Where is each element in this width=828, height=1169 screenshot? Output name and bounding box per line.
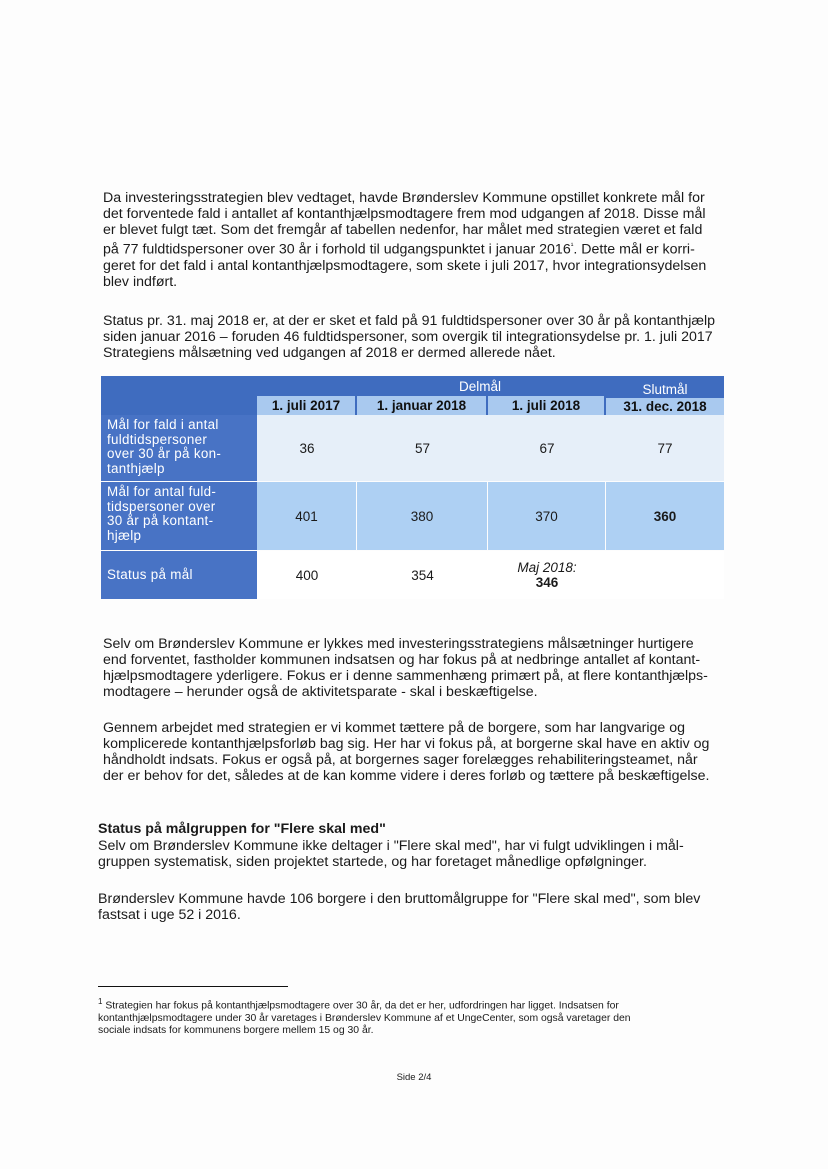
text-line: siden januar 2016 – foruden 46 fuldtidspersoner, som overgik til integrationsydelse pr. 1. juli 2017 xyxy=(103,329,713,345)
table-cell: 400 xyxy=(257,551,357,599)
table-cell: 360 xyxy=(606,482,724,550)
text-line: Selv om Brønderslev Kommune ikke deltager i "Flere skal med", har vi fulgt udviklingen i mål- xyxy=(98,838,684,854)
table-cell xyxy=(606,551,724,599)
row-header-line: Status på mål xyxy=(107,566,193,582)
row-header-line: tanthjælp xyxy=(107,460,165,476)
text-line: blev indført. xyxy=(103,273,178,290)
row-header-line: Mål for antal fuld- xyxy=(107,484,217,499)
row-header-status xyxy=(101,551,257,599)
table-cell: 36 xyxy=(257,415,357,481)
section-heading: Status på målgruppen for "Flere skal med" xyxy=(98,821,386,837)
text-line: gruppen systematisk, siden projektet startede, og har foretaget månedlige opfølgninger. xyxy=(98,854,647,870)
text-line: Strategiens målsætning ved udgangen af 2018 er dermed allerede nået. xyxy=(103,345,556,361)
page-number: Side 2/4 xyxy=(396,1072,432,1083)
text-line: fastsat i uge 52 i 2016. xyxy=(98,907,241,923)
text-line: Gennem arbejdet med strategien er vi kommet tættere på de borgere, som har langvarige og xyxy=(103,720,685,736)
row-header-line: tidspersoner over xyxy=(107,498,216,514)
column-header-jan2018: 1. januar 2018 xyxy=(376,398,467,413)
text-line: det forventede fald i antallet af kontanthjælpsmodtagere frem mod udgangen af 2018. Disse mål xyxy=(103,206,706,222)
row-header-line: hjælp xyxy=(107,527,142,543)
table-cell: 380 xyxy=(357,482,487,550)
footnote-line xyxy=(98,996,724,1013)
text-line: Da investeringsstrategien blev vedtaget, havde Brønderslev Kommune opstillet konkrete mål for xyxy=(103,190,705,206)
goals-table xyxy=(101,376,724,599)
text-line: Selv om Brønderslev Kommune er lykkes med investeringsstrategiens målsætninger hurtigere xyxy=(103,636,694,652)
text-line: der er behov for det, således at de kan komme videre i deres forløb og tættere på beskæftigelse. xyxy=(103,768,710,784)
table-cell: 401 xyxy=(257,482,356,550)
row-header-line: 30 år på kontant- xyxy=(107,513,214,528)
row-header-fald xyxy=(101,415,257,481)
table-cell: 370 xyxy=(488,482,605,550)
group-header-delmal: Delmål xyxy=(458,379,501,394)
footnote-line: sociale indsats for kommunens borgere mellem 15 og 30 år. xyxy=(98,1025,374,1037)
text-segment: . Dette mål er korri- xyxy=(573,241,695,258)
column-header-dec2018: 31. dec. 2018 xyxy=(623,399,707,414)
row-header-line: fuldtidspersoner xyxy=(107,431,208,447)
row-header-line: over 30 år på kon- xyxy=(107,446,222,461)
table-cell: 67 xyxy=(488,415,606,481)
status-value: 346 xyxy=(535,575,559,590)
paragraph-continued-effort xyxy=(103,636,727,700)
group-header-slutmal: Slutmål xyxy=(642,382,688,397)
text-line xyxy=(103,238,727,258)
footnote-reference[interactable]: ¹ xyxy=(570,241,574,250)
table-cell: 57 xyxy=(357,415,488,481)
text-segment: på 77 fuldtidspersoner over 30 år i forhold til udgangspunktet i januar 2016 xyxy=(103,241,571,258)
paragraph-status xyxy=(103,313,727,361)
text-line: modtagere – herunder også de aktivitetsparate - skal i beskæftigelse. xyxy=(103,684,538,700)
paragraph-target-group xyxy=(98,891,726,923)
footnote xyxy=(98,996,724,1038)
text-line: hjælpsmodtagere yderligere. Fokus er i denne sammenhæng primært på, at flere kontanthjælps- xyxy=(103,668,708,684)
table-cell-status-may xyxy=(488,551,606,599)
row-header-line: Mål for fald i antal xyxy=(107,417,219,432)
footnote-separator xyxy=(98,986,288,987)
column-header-jul2017: 1. juli 2017 xyxy=(271,398,341,413)
footnote-text: Strategien har fokus på kontanthjælpsmodtagere over 30 år, da det er her, udfordringen har ligget. Indsatsen for xyxy=(102,1000,619,1012)
text-line: Status pr. 31. maj 2018 er, at der er sket et fald på 91 fuldtidspersoner over 30 år på kontanthjælp xyxy=(103,313,716,329)
text-line: end forventet, fastholder kommunen indsatsen og har fokus på at nedbringe antallet af kontant- xyxy=(103,652,701,668)
text-line: Brønderslev Kommune havde 106 borgere i den bruttomålgruppe for "Flere skal med", som blev xyxy=(98,891,701,907)
paragraph-flere-skal-med xyxy=(98,838,726,870)
text-line: er blevet fulgt tæt. Som det fremgår af tabellen nedenfor, har målet med strategien været et fald xyxy=(103,222,703,238)
footnote-line: kontanthjælpsmodtagere under 30 år varetages i Brønderslev Kommune af et UngeCenter, som også varetager den xyxy=(98,1012,631,1024)
text-line: håndholdt indsats. Fokus er også på, at borgernes sager forelægges rehabiliteringsteamet, når xyxy=(103,752,698,768)
paragraph-citizens xyxy=(103,720,727,784)
table-cell: 354 xyxy=(357,551,488,599)
table-cell: 77 xyxy=(606,415,724,481)
row-header-antal xyxy=(101,482,257,550)
footnote-mark: 1 xyxy=(98,997,103,1006)
status-note: Maj 2018: xyxy=(517,560,577,575)
text-line: komplicerede kontanthjælpsforløb bag sig. Her har vi fokus på, at borgerne skal have en aktiv og xyxy=(103,736,710,752)
text-line: geret for det fald i antal kontanthjælpsmodtagere, som skete i juli 2017, hvor integrationsydelsen xyxy=(103,257,707,274)
column-header-jul2018: 1. juli 2018 xyxy=(511,398,581,413)
paragraph-intro xyxy=(103,190,727,290)
